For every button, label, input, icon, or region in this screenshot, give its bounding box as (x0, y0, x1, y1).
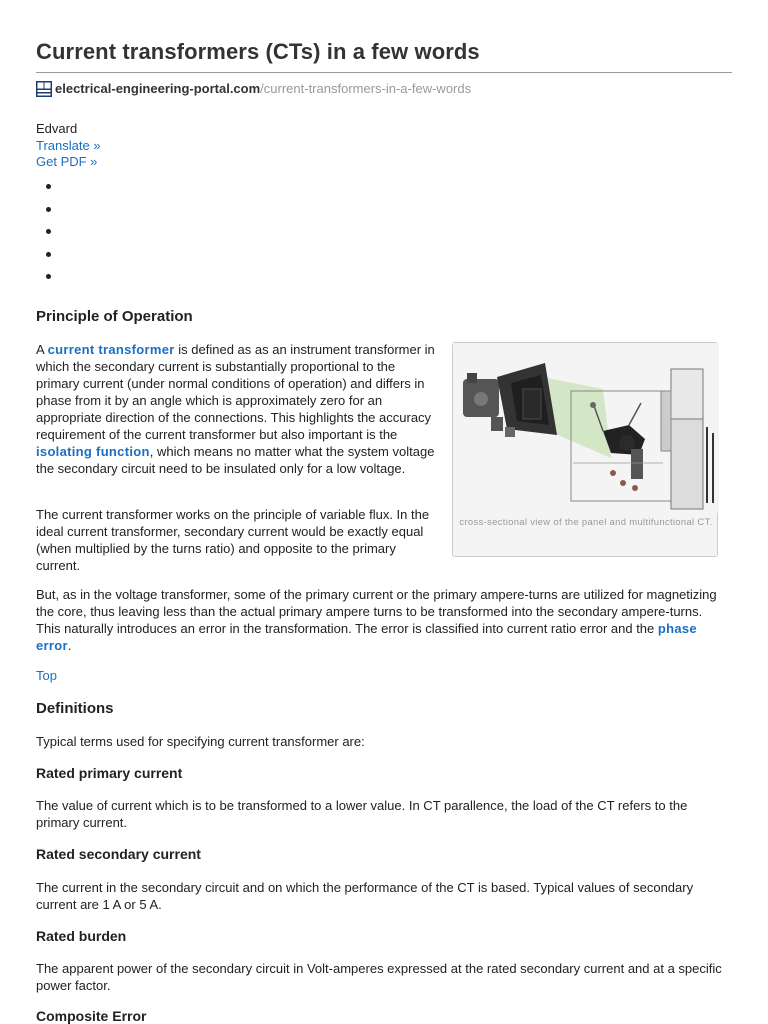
list-item (46, 184, 51, 189)
section-heading-principle: Principle of Operation (36, 308, 193, 325)
page-title: Current transformers (CTs) in a few words (36, 39, 480, 64)
translate-link[interactable]: Translate » (36, 138, 101, 153)
section-heading-definitions: Definitions (36, 700, 114, 717)
list-item (46, 207, 51, 212)
empty-bullet-list (46, 184, 51, 297)
get-pdf-link[interactable]: Get PDF » (36, 154, 98, 169)
heading-rated-burden: Rated burden (36, 928, 127, 944)
current-transformer-link[interactable]: current transformer (47, 342, 175, 357)
principle-paragraph-3 (36, 586, 726, 654)
isolating-function-link[interactable]: isolating function (36, 444, 150, 459)
title-divider (36, 72, 732, 73)
eep-logo-icon (36, 81, 52, 97)
text-run: , which means no matter what the system voltage the secondary circuit need to be insulated only for a low voltage. (36, 444, 435, 476)
phase-error-link[interactable]: phase error (36, 621, 697, 653)
source-domain-link[interactable]: electrical-engineering-portal.com (55, 81, 261, 96)
definitions-intro: Typical terms used for specifying current transformer are: (36, 734, 365, 749)
list-item (46, 252, 51, 257)
source-path-link[interactable]: /current-transformers-in-a-few-words (260, 81, 472, 96)
heading-rated-secondary-current: Rated secondary current (36, 846, 201, 862)
ct-cross-section-illustration (453, 343, 719, 513)
text-run: But, as in the voltage transformer, some of the primary current or the primary ampere-turns are utilized for magnetizing the core, thus leaving less than the actual primary ampere turns to be transformed into the secondary ampere-turns. This naturally introduces an error in the transformation. The error is classified into current ratio error and the (36, 587, 717, 636)
principle-paragraph-1 (36, 341, 440, 477)
list-item (46, 229, 51, 234)
principle-paragraph-2: The current transformer works on the principle of variable flux. In the ideal current transformer, secondary current would be exactly equal (when multiplied by the turns ratio) and opposite to the primary current. (36, 507, 430, 573)
list-item (46, 274, 51, 279)
heading-rated-primary-current: Rated primary current (36, 765, 183, 781)
heading-composite-error: Composite Error (36, 1008, 147, 1024)
text-run: is defined as as an instrument transformer in which the secondary current is substantially proportional to the primary current (under normal conditions of operation) and differs in phase from it by an angle which is approximately zero for an appropriate direction of the connections. This highlights the accuracy requirement of the current transformer but also important is the (36, 342, 435, 442)
figure-panel (452, 342, 718, 557)
author-name: Edvard (36, 121, 78, 136)
rated-secondary-current-text: The current in the secondary circuit and on which the performance of the CT is based. Typical values of secondary current are 1 A or 5 A. (36, 880, 694, 912)
rated-primary-current-text: The value of current which is to be transformed to a lower value. In CT parallence, the load of the CT refers to the primary current. (36, 798, 688, 830)
text-run: . (67, 638, 72, 653)
top-link[interactable]: Top (36, 668, 57, 683)
rated-burden-text: The apparent power of the secondary circuit in Volt-amperes expressed at the rated secondary current and at a specific power factor. (36, 961, 722, 993)
text-run: A (36, 342, 48, 357)
figure-caption: cross-sectional view of the panel and multifunctional CT. (459, 517, 713, 528)
source-line (36, 80, 471, 97)
